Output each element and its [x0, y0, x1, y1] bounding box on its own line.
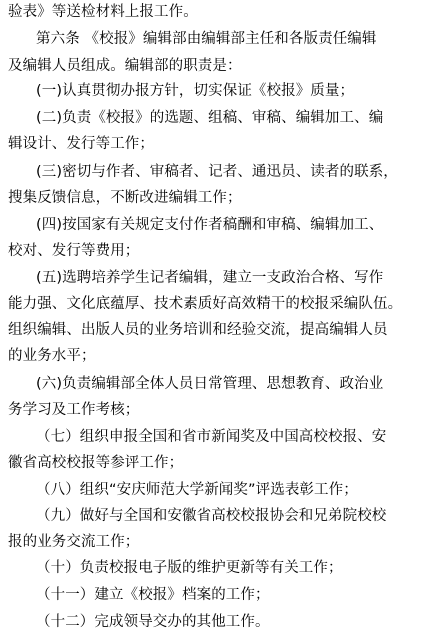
text-line: 辑设计、发行等工作； — [8, 136, 154, 152]
text-line: （七）组织申报全国和省市新闻奖及中国高校校报、安 — [36, 429, 387, 445]
text-line: （十）负责校报电子版的维护更新等有关工作； — [36, 560, 343, 576]
text-line: 能力强、文化底蕴厚、技术素质好高效精干的校报采编队伍。 — [8, 296, 403, 312]
text-line: 第六条 《校报》编辑部由编辑部主任和各版责任编辑 — [36, 31, 377, 47]
text-line: 报的业务交流工作； — [8, 534, 140, 550]
text-line: 徽省高校校报等参评工作； — [8, 455, 184, 471]
text-line: 务学习及工作考核； — [8, 402, 140, 418]
text-line: 的业务水平； — [8, 348, 96, 364]
text-line: (一)认真贯彻办报方针，切实保证《校报》质量； — [36, 83, 355, 99]
text-line: (五)选聘培养学生记者编辑，建立一支政治合格、写作 — [36, 270, 384, 286]
text-line: 搜集反馈信息，不断改进编辑工作； — [8, 190, 242, 206]
text-line: 校对、发行等费用； — [8, 243, 140, 259]
text-line: 验表》等送检材料上报工作。 — [8, 4, 198, 20]
text-line: (四)按国家有关规定支付作者稿酬和审稿、编辑加工、 — [36, 217, 384, 233]
text-line: 组织编辑、出版人员的业务培训和经验交流，提高编辑人员 — [8, 322, 388, 338]
text-line: (六)负责编辑部全体人员日常管理、思想教育、政治业 — [36, 376, 384, 392]
text-line: （八）组织“安庆师范大学新闻奖”评选表彰工作； — [36, 482, 358, 498]
text-line: (二)负责《校报》的选题、组稿、审稿、编辑加工、编 — [36, 110, 384, 126]
text-line: （九）做好与全国和安徽省高校校报协会和兄弟院校校 — [36, 508, 387, 524]
text-line: （十一）建立《校报》档案的工作； — [36, 587, 270, 603]
text-line: （十二）完成领导交办的其他工作。 — [36, 614, 270, 630]
text-line: (三)密切与作者、审稿者、记者、通迅员、读者的联系， — [36, 164, 398, 180]
text-line: 及编辑人员组成。编辑部的职责是： — [8, 58, 242, 74]
